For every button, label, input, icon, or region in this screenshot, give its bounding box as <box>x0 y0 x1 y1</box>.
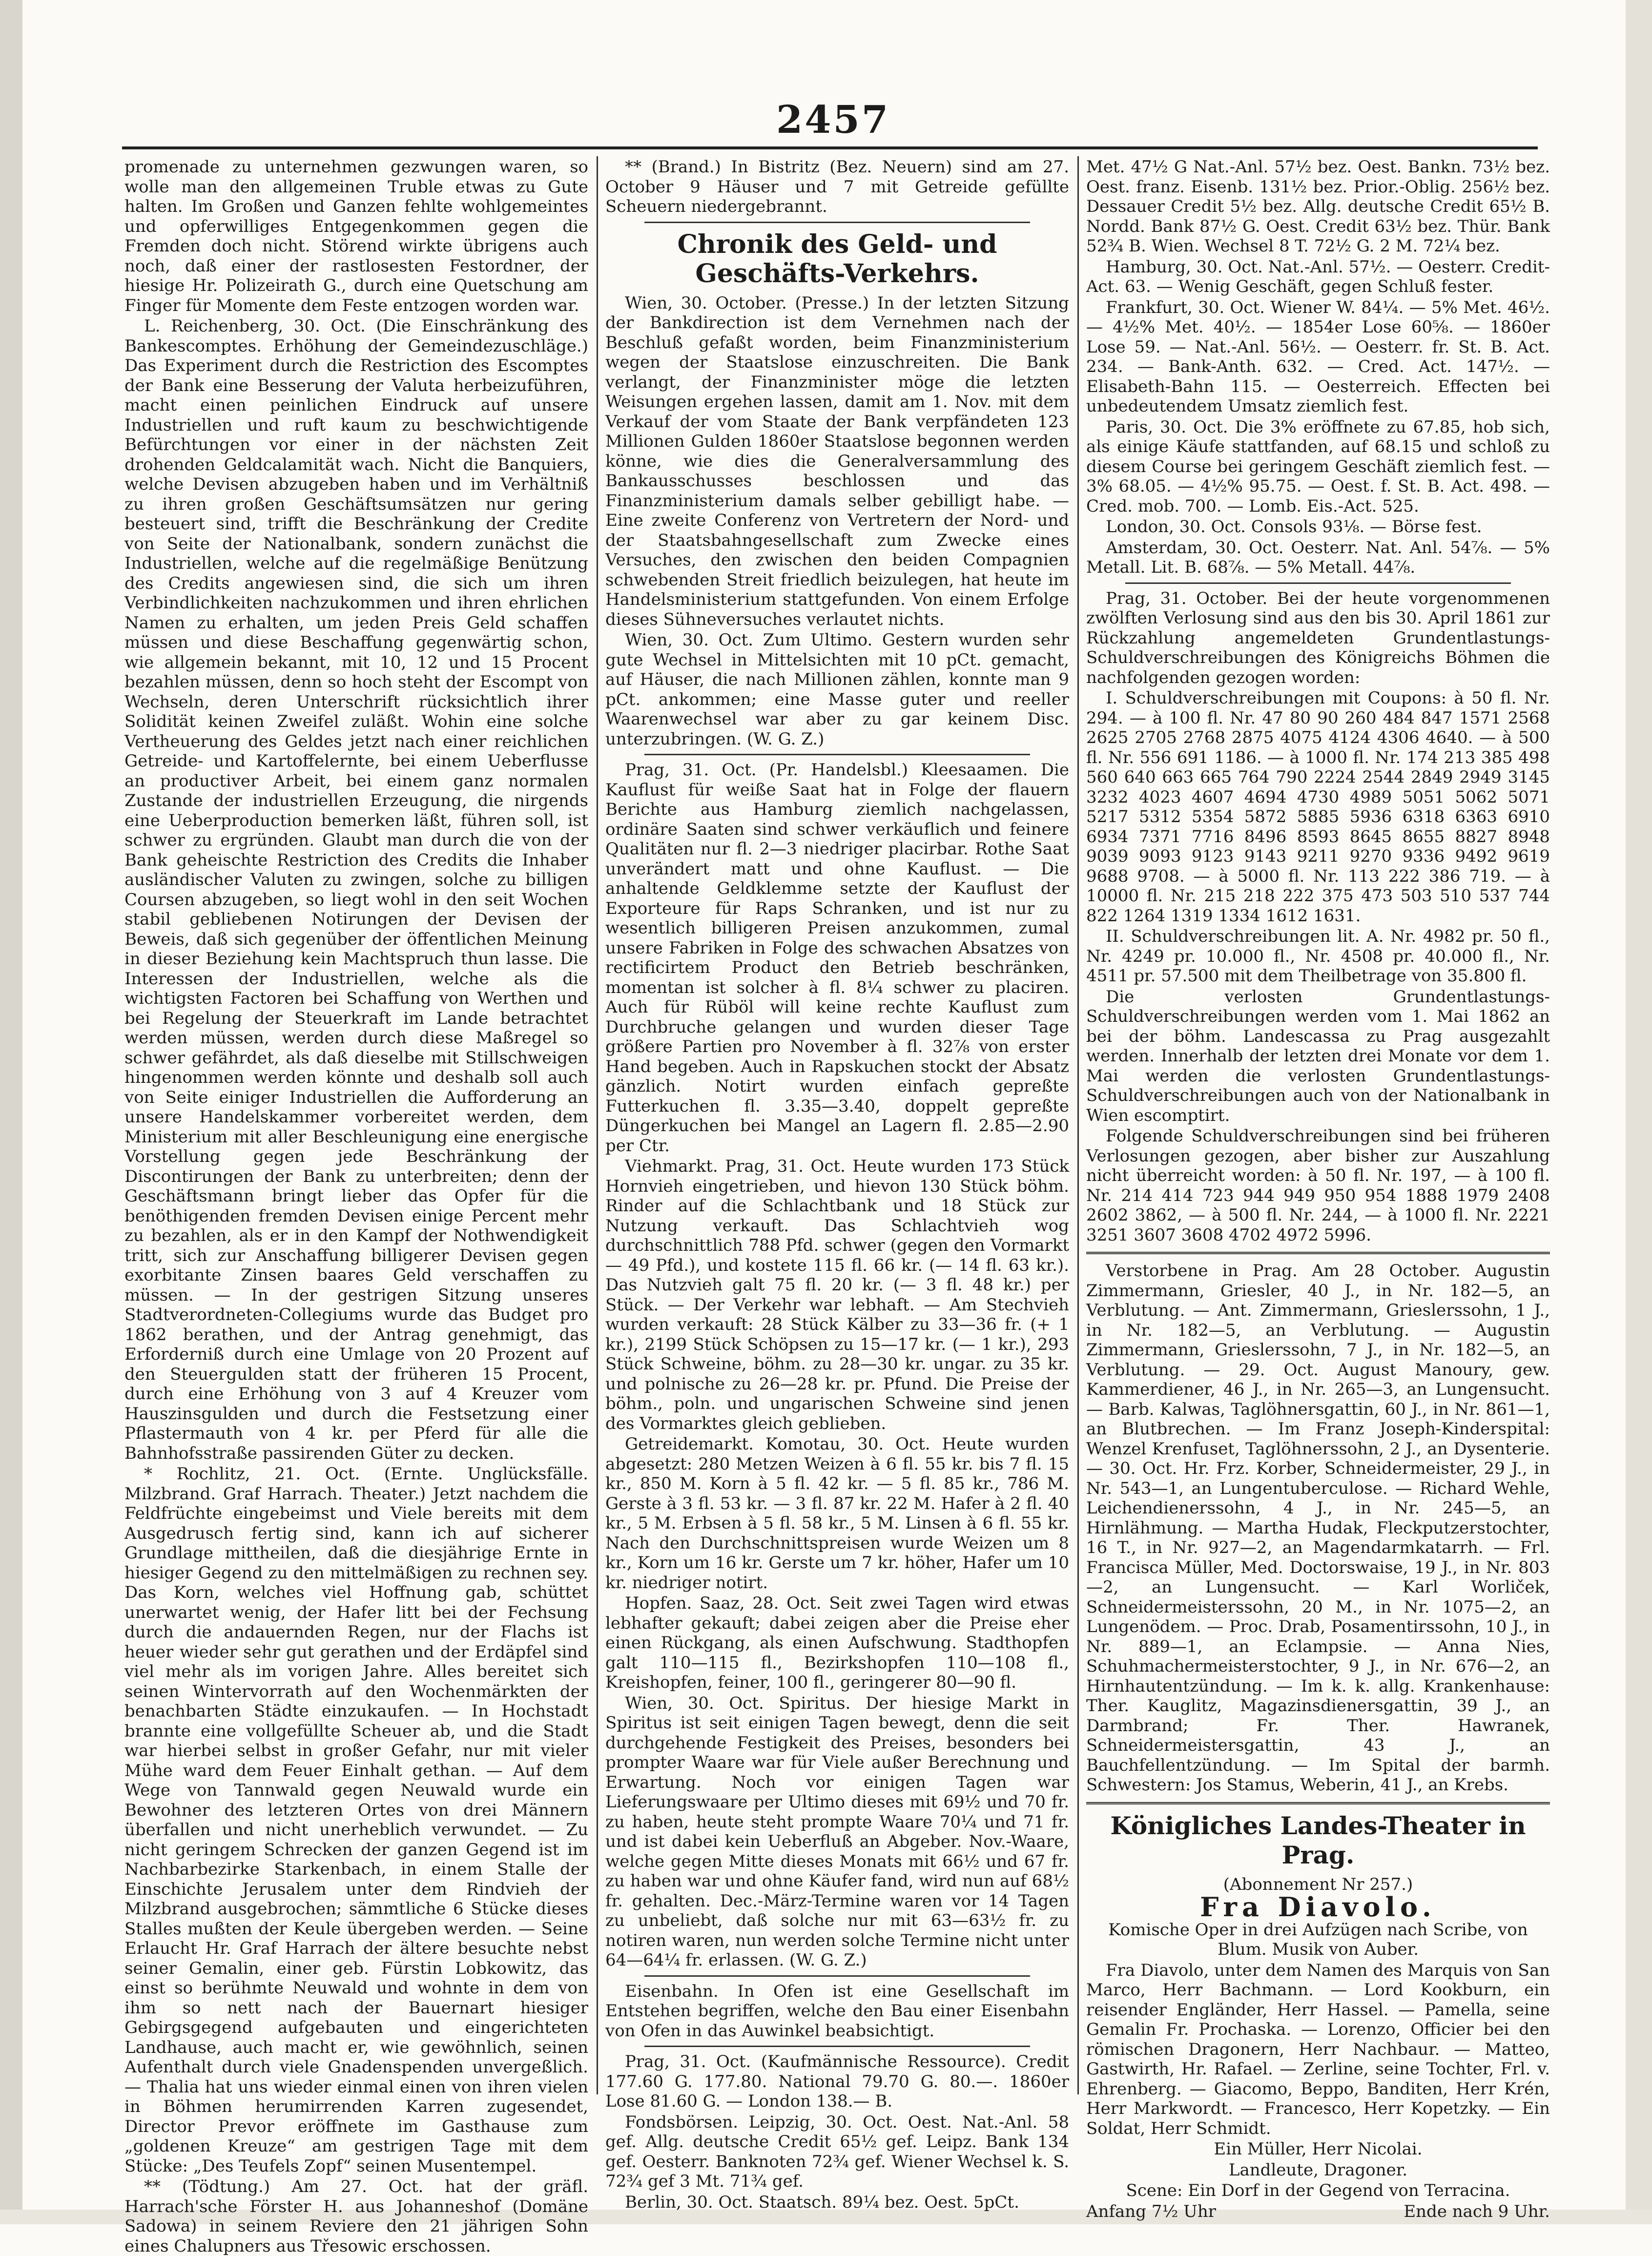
play-end: Ende nach 9 Uhr. <box>1404 2201 1550 2221</box>
section-rule <box>1125 582 1511 584</box>
theatre-abonnement: (Abonnement Nr 257.) <box>1223 1874 1413 1894</box>
article-wien-bank: Wien, 30. October. (Presse.) In der letzten Sitzung der Bankdirection ist dem Vernehmen nach der Beschluß gefaßt worden, beim Finanzministerium wegen der Staatslose einzuschreiten. Die Bank verlangt, der Finanzminister möge die letzten Weisungen ergehen lassen, damit am 1. Nov. mit dem Verkauf der vom Staate der Bank verpfändeten 123 Millionen Gulden 1860er Staatslose begonnen werden könne, wie dies die Generalversammlung des Bankausschusses beschlossen und das Finanzministerium damals selber gebilligt habe. — Eine zweite Conferenz von Vertretern der Nord- und der Staatsbahngesellschaft zum Zwecke eines Versuches, den zwischen den beiden Compagnien schwebenden Streit friedlich beizulegen, hat heute im Handelsministerium stattgefunden. Von einem Erfolge dieses Sühneversuches verlautet nichts. <box>605 293 1069 629</box>
article-wien-ultimo: Wien, 30. Oct. Zum Ultimo. Gestern wurden sehr gute Wechsel in Mittelsichten mit 10 pCt. gemacht, auf Häuser, die nach Millionen zählen, konnte man 9 pCt. ankommen; eine Masse guter und reeller Waarenwechsel war aber zu gar keinem Disc. unterzubringen. (W. G. Z.) <box>605 630 1069 749</box>
verlosung-list-1: I. Schuldverschreibungen mit Coupons: à 50 fl. Nr. 294. — à 100 fl. Nr. 47 80 90 260 484 847 1571 2568 2625 2705 2768 2875 4075 4124 4306 4640. — à 500 fl. Nr. 556 691 1186. — à 1000 fl. Nr. 174 213 385 498 560 640 663 665 764 790 2224 2544 2849 2949 3145 3232 4023 4607 4694 4730 4989 5051 5062 5071 5217 5312 5354 5872 5885 5936 6318 6363 6910 6934 7371 7716 8496 8593 8645 8655 8827 8948 9039 9093 9123 9143 9211 9270 9336 9492 9619 9688 9708. — à 5000 fl. Nr. 113 222 386 719. — à 10000 fl. Nr. 215 218 222 375 473 503 510 537 744 822 1264 1319 1334 1612 1631. <box>1086 688 1550 926</box>
article-frankfurt: Frankfurt, 30. Oct. Wiener W. 84¼. — 5% Met. 46½. — 4½% Met. 40½. — 1854er Lose 60⅝. — 1860er Lose 59. — Nat.-Anl. 56½. — Oesterr. fr. St. B. Act. 234. — Bank-Anth. 632. — Cred. Act. 147½. — Elisabeth-Bahn 115. — Oesterreich. Effecten bei unbedeutendem Umsatz ziemlich fest. <box>1086 297 1550 416</box>
article-paris: Paris, 30. Oct. Die 3% eröffnete zu 67.85, hob sich, als einige Käufe stattfanden, auf 68.15 und schloß zu diesem Course bei geringem Geschäft ziemlich fest. — 3% 68.05. — 4½% 95.75. — Oest. f. St. B. Act. 498. — Cred. mob. 700. — Lomb. Eis.-Act. 525. <box>1086 417 1550 516</box>
section-rule <box>644 222 1030 223</box>
column-divider-1 <box>597 156 598 2094</box>
article-berlin-cont: Met. 47½ G Nat.-Anl. 57½ bez. Oest. Bankn. 73½ bez. Oest. franz. Eisenb. 131½ bez. Prior.-Oblig. 256½ bez. Dessauer Credit 5½ bez. Allg. deutsche Credit 65½ B. Nordd. Bank 87½ G. Oest. Credit 63½ bez. Thür. Bank 52¾ B. Wien. Wechsel 8 T. 72½ G. 2 M. 72¼ bez. <box>1086 157 1550 256</box>
article-berlin: Berlin, 30. Oct. Staatsch. 89¼ bez. Oest. 5pCt. <box>625 2192 1019 2212</box>
article-prag-ressource: Prag, 31. Oct. (Kaufmännische Ressource). Credit 177.60 G. 177.80. National 79.70 G. 80.—. 1860er Lose 81.60 G. — London 138.— B. <box>605 2052 1069 2111</box>
article-fondsboersen: Fondsbörsen. Leipzig, 30. Oct. Oest. Nat.-Anl. 58 gef. Allg. deutsche Credit 65½ gef. Leipz. Bank 134 gef. Oesterr. Banknoten 72¾ gef. Wiener Wechsel k. S. 72¾ gef 3 Mt. 71¾ gef. <box>605 2112 1069 2191</box>
article-hopfen: Hopfen. Saaz, 28. Oct. Seit zwei Tagen wird etwas lebhafter gekauft; dabei zeigen aber die Preise eher einen Rückgang, als einen Aufschwung. Stadthopfen galt 110—115 fl., Bezirkshopfen 110—108 fl., Kreishopfen, feiner, 100 fl., geringerer 80—90 fl. <box>605 1594 1069 1692</box>
article-prag-kleesaamen: Prag, 31. Oct. (Pr. Handelsbl.) Kleesaamen. Die Kauflust für weiße Saat hat in Folge der flauern Berichte aus Hamburg ziemlich nachgelassen, ordinäre Saaten sind schwer verkäuflich und feinere Qualitäten nur fl. 2—3 niedriger placirbar. Rothe Saat unverändert matt und ohne Kauflust. — Die anhaltende Geldklemme setzte der Kauflust der Exporteure für Raps Schranken, und ist nur zu wesentlich billigeren Preisen anzukommen, zumal unsere Fabriken in Folge des schwachen Absatzes von rectificirtem Product den Betrieb beschränken, momentan ist solcher à fl. 8¼ schwer zu placiren. Auch für Rüböl will keine rechte Kauflust zum Durchbruche gelangen und wurden dieser Tage größere Partien pro November à fl. 32⅞ von erster Hand begeben. Auch in Rapskuchen stockt der Absatz gänzlich. Notirt wurden einfach gepreßte Futterkuchen fl. 3.35—3.40, doppelt gepreßte Düngerkuchen bei Mangel an Lagern fl. 2.85—2.90 per Ctr. <box>605 760 1069 1156</box>
article-brand: ** (Brand.) In Bistritz (Bez. Neuern) sind am 27. October 9 Häuser und 7 mit Getreide gefüllte Scheuern niedergebrannt. <box>605 157 1069 216</box>
verlosung-unclaimed: Folgende Schuldverschreibungen sind bei früheren Verlosungen gezogen, aber bisher zur Auszahlung nicht überreicht worden: à 50 fl. Nr. 197, — à 100 fl. Nr. 214 414 723 944 949 950 954 1888 1979 2408 2602 3862, — à 500 fl. Nr. 244, — à 1000 fl. Nr. 2221 3251 3607 3608 4702 4972 5996. <box>1086 1126 1550 1245</box>
scan-left-edge <box>0 0 22 2224</box>
column-2 <box>605 157 1069 2212</box>
play-start: Anfang 7½ Uhr <box>1086 2201 1216 2221</box>
article-reichenberg: L. Reichenberg, 30. Oct. (Die Einschränkung des Bankescomptes. Erhöhung der Gemeindezuschläge.) Das Experiment durch die Restriction des Escomptes der Bank eine Besserung der Valuta herbeizuführen, macht einen peinlichen Eindruck auf unsere Industriellen und ruft kaum zu beschwichtigende Befürchtungen vor einer in der nächsten Zeit drohenden Geldcalamität wach. Nicht die Banquiers, welche Devisen abzugeben haben und im Verhältniß zu ihren großen Geschäftsumsätzen nur gering besteuert sind, trifft die Beschränkung der Credite von Seite der Nationalbank, sondern zunächst die Industriellen, welche auf die regelmäßige Benützung des Credits angewiesen sind, die sich um ihren Verbindlichkeiten nachzukommen und ihren ehrlichen Namen zu erhalten, um jeden Preis Geld schaffen müssen und diese Beschaffung gegenwärtig schon, wie allgemein bekannt, mit 10, 12 und 15 Procent bezahlen müssen, denn so hoch steht der Escompt von Wechseln, deren Unterschrift rücksichtlich ihrer Solidität keinen Zweifel zuläßt. Wohin eine solche Vertheuerung des Geldes jetzt nach einer reichlichen Getreide- und Kartoffelernte, bei einem Ueberflusse an productiver Arbeit, bei einem ganz normalen Zustande der industriellen Erzeugung, die nirgends eine Ueberproduction bemerken läßt, führen soll, ist schwer zu ergründen. Glaubt man durch die von der Bank geheischte Restriction des Credits die Inhaber ausländischer Valuten zu zwingen, solche zu billigen Coursen abzugeben, so liegt wohl in den seit Wochen stabil gebliebenen Notirungen der Devisen der Beweis, daß sich gegenüber der öffentlichen Meinung in dieser Beziehung kein Machtspruch thun lasse. Die Interessen der Industriellen, welche als die wichtigsten Factoren bei Schaffung von Werthen und bei Regelung der Steuerkraft im Lande betrachtet werden müssen, werden durch diese Maßregel so schwer gefährdet, als daß dieselbe mit Stillschweigen hingenommen werden könnte und deshalb soll auch von Seite einiger Industriellen die Aufforderung an unsere Handelskammer vorbereitet werden, dem Ministerium mit aller Beschleunigung eine energische Vorstellung gegen jede Beschränkung der Discontirungen der Bank zu unterbreiten; denn der Geschäftsmann bringt lieber das Opfer für die benöthigenden fremden Devisen einige Percent mehr zu bezahlen, als er in den Kampf der Nothwendigkeit tritt, sich zur Anschaffung billigerer Devisen gegen exorbitante Zinsen baares Geld verschaffen zu müssen. — In der gestrigen Sitzung unseres Stadtverordneten-Collegiums wurde das Budget pro 1862 berathen, und der Antrag genehmigt, das Erforderniß durch eine Umlage von 20 Prozent auf den Steuergulden statt der früheren 15 Procent, durch eine Erhöhung von 3 auf 4 Kreuzer vom Hauszinsgulden und durch die Festsetzung einer Pflastermauth von 4 kr. per Pferd für alle die Bahnhofsstraße passirenden Güter zu decken. <box>124 316 588 1463</box>
scan-right-edge <box>1626 0 1652 2224</box>
section-rule-double <box>1086 1252 1550 1254</box>
article-viehmarkt: Viehmarkt. Prag, 31. Oct. Heute wurden 173 Stück Hornvieh eingetrieben, und hievon 130 Stück böhm. Rinder auf die Schlachtbank und 18 Stück zur Nutzung verkauft. Das Schlachtvieh wog durchschnittlich 788 Pfd. schwer (gegen den Vormarkt — 49 Pfd.), und kostete 115 fl. 66 kr. (— 14 fl. 63 kr.). Das Nutzvieh galt 75 fl. 20 kr. (— 3 fl. 48 kr.) per Stück. — Der Verkehr war lebhaft. — Am Stechvieh wurden verkauft: 28 Stück Kälber zu 33—36 fr. (+ 1 kr.), 2199 Stück Schöpsen zu 15—17 kr. (— 1 kr.), 293 Stück Schweine, böhm. zu 28—30 kr. ungar. zu 35 kr. und polnische zu 26—28 kr. pr. Pfund. Die Preise der böhm., poln. und ungarischen Schweine sind jenen des Vormarktes gleich geblieben. <box>605 1157 1069 1433</box>
section-rule <box>644 1975 1030 1977</box>
play-cast-mueller: Ein Müller, Herr Nicolai. <box>1214 2139 1423 2159</box>
play-subtitle: Komische Oper in drei Aufzügen nach Scribe, von Blum. Musik von Auber. <box>1108 1920 1528 1959</box>
article-getreidemarkt: Getreidemarkt. Komotau, 30. Oct. Heute wurden abgesetzt: 280 Metzen Weizen à 6 fl. 55 kr. bis 7 fl. 15 kr., 850 M. Korn à 5 fl. 42 kr. — 5 fl. 85 kr., 786 M. Gerste à 3 fl. 53 kr. — 3 fl. 87 kr. 22 M. Hafer à 2 fl. 40 kr., 5 M. Erbsen à 5 fl. 58 kr., 5 M. Linsen à 6 fl. 55 kr. Nach den Durchschnittspreisen wurde Weizen um 8 kr., Korn um 16 kr. Gerste um 7 kr. höher, Hafer um 10 kr. niedriger notirt. <box>605 1434 1069 1593</box>
section-rule <box>644 754 1030 755</box>
play-times <box>1086 2202 1550 2222</box>
article-amsterdam: Amsterdam, 30. Oct. Oesterr. Nat. Anl. 54⅞. — 5% Metall. Lit. B. 68⅞. — 5% Metall. 44⅞. <box>1086 538 1550 577</box>
header-rule <box>122 146 1538 149</box>
column-1 <box>124 157 588 2256</box>
section-heading-chronik: Chronik des Geld- und Geschäfts-Verkehrs. <box>677 229 997 289</box>
page-number: 2457 <box>776 98 890 142</box>
article-spiritus: Wien, 30. Oct. Spiritus. Der hiesige Markt in Spiritus ist seit einigen Tagen bewegt, denn die seit durchgehende Festigkeit des Preises, besonders bei prompter Waare war für Viele außer Berechnung und Erwartung. Noch vor einigen Tagen war Lieferungswaare per Ultimo dieses mit 69½ und 70 fr. zu haben, heute steht prompte Waare 70¼ und 71 fr. und ist dabei kein Ueberfluß an Abgeber. Nov.-Waare, welche gegen Mitte dieses Monats mit 66½ und 67 fr. zu haben war und ohne Käufer fand, wird nun auf 68½ fr. gehalten. Dec.-März-Termine waren vor 14 Tagen zu unbeliebt, daß solche nur mit 63—63½ fr. zu notiren waren, nun werden solche Termine nicht unter 64—64¼ fr. erlassen. (W. G. Z.) <box>605 1693 1069 1970</box>
section-rule-double <box>1086 1802 1550 1804</box>
theatre-heading: Königliches Landes-Theater in Prag. <box>1110 1811 1526 1869</box>
play-scene: Scene: Ein Dorf in der Gegend von Terracina. <box>1126 2181 1510 2200</box>
article-toedtung: ** (Tödtung.) Am 27. Oct. hat der gräfl. Harrach'sche Förster H. aus Johanneshof (Domäne Sadowa) in seinem Reviere den 21 jährigen Sohn eines Chalupners aus Třesowic erschossen. <box>124 2177 588 2256</box>
article-hamburg: Hamburg, 30. Oct. Nat.-Anl. 57½. — Oesterr. Credit-Act. 63. — Wenig Geschäft, gegen Schluß fester. <box>1086 257 1550 296</box>
verlosung-note: Die verlosten Grundentlastungs-Schuldverschreibungen werden vom 1. Mai 1862 an bei der böhm. Landescassa zu Prag ausgezahlt werden. Innerhalb der letzten drei Monate vor dem 1. Mai werden die verlosten Grundentlastungs-Schuldverschreibungen auch von der Nationalbank in Wien escomptirt. <box>1086 987 1550 1125</box>
article-verlosung: Prag, 31. October. Bei der heute vorgenommenen zwölften Verlosung sind aus den bis 30. April 1861 zur Rückzahlung angemeldeten Grundentlastungs-Schuldverschreibungen des Königreichs Böhmen die nachfolgenden gezogen worden: <box>1086 588 1550 687</box>
play-cast: Fra Diavolo, unter dem Namen des Marquis von San Marco, Herr Bachmann. — Lord Kookburn, ein reisender Engländer, Herr Hassel. — Pamella, seine Gemalin Fr. Prochaska. — Lorenzo, Officier bei den römischen Dragonern, Herr Nachbaur. — Matteo, Gastwirth, Hr. Rafael. — Zerline, seine Tochter, Frl. v. Ehrenberg. — Giacomo, Beppo, Banditen, Herr Krén, Herr Markwordt. — Francesco, Herr Kopetzky. — Ein Soldat, Herr Schmidt. <box>1086 1960 1550 2138</box>
column-3 <box>1086 157 1550 2221</box>
verlosung-list-2: II. Schuldverschreibungen lit. A. Nr. 4982 pr. 50 fl., Nr. 4249 pr. 10.000 fl., Nr. 4508 pr. 40.000 fl., Nr. 4511 pr. 57.500 mit dem Theilbetrage von 35.800 fl. <box>1086 927 1550 986</box>
section-rule <box>644 2046 1030 2047</box>
article-london: London, 30. Oct. Consols 93⅛. — Börse fest. <box>1106 517 1482 537</box>
article-rochlitz: * Rochlitz, 21. Oct. (Ernte. Unglücksfälle. Milzbrand. Graf Harrach. Theater.) Jetzt nachdem die Feldfrüchte eingebeimst und Viele bereits mit dem Ausgedrusch fertig sind, kann ich auf sicherer Grundlage mittheilen, daß die diesjährige Ernte in hiesiger Gegend zu den mittelmäßigen zu rechnen sey. Das Korn, welches viel Hoffnung gab, schüttet unerwartet wenig, der Hafer litt bei der Fechsung durch die andauernden Regen, nur der Flachs ist heuer wieder sehr gut gerathen und der Erdäpfel sind viel mehr als im vorigen Jahre. Alles bereitet sich seinen Wintervorrath auf den Wochenmärkten der benachbarten Städte einzukaufen. — In Hochstadt brannte eine vollgefüllte Scheuer ab, und die Stadt war hierbei selbst in großer Gefahr, nur mit vieler Mühe ward dem Feuer Einhalt gethan. — Auf dem Wege von Tannwald gegen Neuwald wurde ein Bewohner des letzteren Ortes von drei Männern überfallen und nicht unerheblich verwundet. — Zu nicht geringem Schrecken der ganzen Gegend ist im Nachbarbezirke Starkenbach, in einem Stalle der Einschichte Jerusalem unter dem Rindvieh der Milzbrand ausgebrochen; sämmtliche 6 Stücke dieses Stalles mußten der Keule übergeben werden. — Seine Erlaucht Hr. Graf Harrach der ältere besuchte nebst seiner Gemalin, einer geb. Fürstin Lobkowitz, das einst so berühmte Neuwald und wohnte in dem von ihm so nett nach der Bauernart hiesiger Gebirgsgegend aufgebauten und eingerichteten Landhause, auch macht er, wie gewöhnlich, seinen Aufenthalt durch viele Gnadenspenden unvergeßlich. — Thalia hat uns wieder einmal einen von ihren vielen in Böhmen herumirrenden Karren zugesendet, Director Prevor eröffnete im Gasthause zum „goldenen Kreuze“ am gestrigen Tage mit dem Stücke: „Des Teufels Zopf“ seinen Musentempel. <box>124 1464 588 2176</box>
article-verstorbene: Verstorbene in Prag. Am 28 October. Augustin Zimmermann, Griesler, 40 J., in Nr. 182—5, an Verblutung. — Ant. Zimmermann, Grieslerssohn, 1 J., in Nr. 182—5, an Verblutung. — Augustin Zimmermann, Grieslerssohn, 7 J., in Nr. 182—5, an Verblutung. — 29. Oct. August Manoury, gew. Kammerdiener, 46 J., in Nr. 265—3, an Lungensucht. — Barb. Kalwas, Taglöhnersgattin, 60 J., in Nr. 861—1, an Blutbrechen. — Im Franz Joseph-Kinderspital: Wenzel Krenfuset, Taglöhnerssohn, 2 J., an Dysenterie. — 30. Oct. Hr. Frz. Korber, Schneidermeister, 29 J., in Nr. 543—1, an Lungentuberculose. — Richard Wehle, Leichendienerssohn, 4 J., in Nr. 245—5, an Hirnlähmung. — Martha Hudak, Fleckputzerstochter, 16 T., in Nr. 927—2, an Magendarmkatarrh. — Frl. Francisca Müller, Med. Doctorswaise, 19 J., in Nr. 803—2, an Lungensucht. — Karl Worliček, Schneidermeisterssohn, 20 M., in Nr. 1075—2, an Lungenödem. — Proc. Drab, Posamentirssohn, 10 J., in Nr. 889—1, an Eclampsie. — Anna Nies, Schuhmachermeisterstochter, 9 J., in Nr. 676—2, an Hirnhautentzündung. — Im k. k. allg. Krankenhause: Ther. Kauglitz, Magazinsdienersgattin, 39 J., an Darmbrand; Fr. Ther. Hawranek, Schneidermeistersgattin, 43 J., an Bauchfellentzündung. — Im Spital der barmh. Schwestern: Jos Stamus, Weberin, 41 J., an Krebs. <box>1086 1261 1550 1795</box>
play-cast-extras: Landleute, Dragoner. <box>1228 2160 1408 2180</box>
column-divider-2 <box>1077 156 1079 2094</box>
article-paragraph: promenade zu unternehmen gezwungen waren, so wolle man den allgemeinen Truble etwas zu Gute halten. Im Großen und Ganzen fehlte wohlgemeintes und opferwilliges Entgegenkommen gegen die Fremden doch nicht. Störend wirkte übrigens auch noch, daß einer der rastlosesten Festordner, der hiesige Hr. Polizeirath G., durch eine Quetschung am Finger für Momente dem Feste entzogen worden war. <box>124 157 588 315</box>
play-title: Fra Diavolo. <box>1200 1891 1436 1923</box>
article-eisenbahn: Eisenbahn. In Ofen ist eine Gesellschaft im Entstehen begriffen, welche den Bau einer Eisenbahn von Ofen in das Auwinkel beabsichtigt. <box>605 1981 1069 2041</box>
